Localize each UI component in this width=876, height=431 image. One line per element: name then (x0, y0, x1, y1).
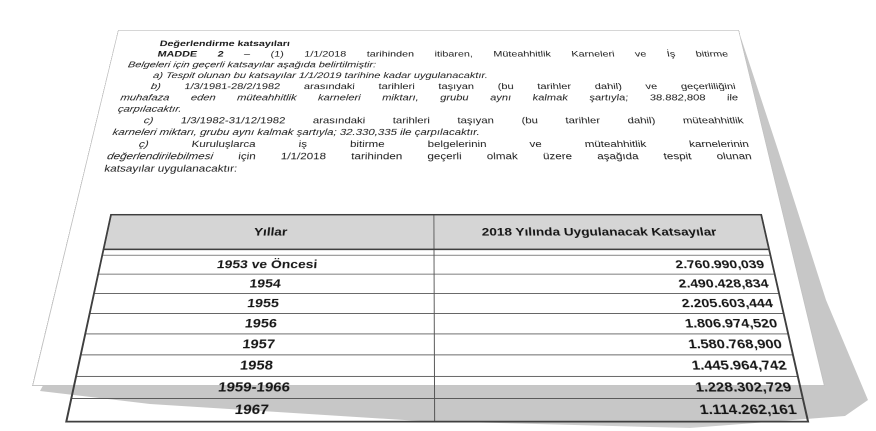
table-row (85, 313, 788, 333)
paragraph-line (103, 163, 756, 175)
year-cell: 1954 (94, 274, 434, 293)
text-segment: 1/3/1982-31/12/1982 arasındaki tarihleri taşıyan (bu tarihler dahil) müteahhitlik (180, 115, 745, 126)
coefficient-cell: 1.580.768,900 (434, 334, 793, 355)
text-segment: b) (150, 81, 186, 91)
coefficient-cell: 1.114.262,161 (434, 399, 808, 422)
paragraph-line (109, 138, 750, 150)
coefficient-cell: 1.445.964,742 (434, 355, 798, 377)
paragraph-line (132, 39, 727, 49)
paragraph-line (106, 150, 753, 162)
paragraph-line (114, 115, 745, 127)
paragraph-line (127, 60, 732, 71)
text-segment: ç) (138, 139, 193, 150)
table-row (76, 355, 798, 377)
text-segment: MADDE 2 (156, 49, 245, 59)
text-segment: karneleri miktarı, grubu aynı kalmak şartıyla; 32.330,335 ile çarpılacaktır. (111, 127, 480, 138)
document-page (32, 30, 825, 418)
text-segment: Değerlendirme katsayıları (158, 39, 291, 48)
regulation-text-block (103, 39, 756, 176)
paragraph-line (122, 81, 737, 92)
coefficient-cell: 1.228.302,729 (434, 376, 803, 398)
paragraph-line (111, 127, 747, 139)
text-segment: 1/3/1981-28/2/1982 arasındaki tarihleri taşıyan (bu tarihler dahil) ve geçerliliğini (183, 81, 737, 91)
table-row (98, 255, 775, 274)
coefficient-cell: 2.490.428,834 (434, 274, 779, 293)
coefficients-column-header: 2018 Yılında Uygulanacak Katsayılar (433, 215, 769, 250)
text-segment: Kuruluşlarca iş bitirme belgelerinin ve müteahhitlik karnelerinin (190, 139, 750, 150)
coefficient-cell: 2.205.603,444 (434, 294, 784, 314)
text-segment: c) (142, 115, 182, 126)
year-cell: 1967 (66, 399, 434, 422)
text-segment: çarpılacaktır. (116, 104, 183, 114)
years-column-header: Yıllar (104, 215, 434, 250)
paragraph-line (129, 49, 729, 60)
table-header-row (104, 215, 770, 250)
paragraph-line (117, 103, 742, 114)
year-cell: 1959-1966 (71, 376, 434, 398)
table-row (90, 294, 784, 314)
text-segment: için 1/1/2018 tarihinden geçerli olmak üzere aşağıda tespit olunan (237, 151, 753, 162)
text-segment: değerlendirilebilmesi (106, 151, 239, 162)
text-segment: – (1) 1/1/2018 tarihinden itibaren, Müteahhitlik Karneleri ve İş bitirme (243, 49, 730, 59)
text-segment: Belgeleri için geçerli katsayılar aşağıda belirtilmiştir: (127, 60, 377, 70)
table-row (81, 334, 793, 355)
text-segment: muhafaza eden müteahhitlik karneleri miktarı, grubu aynı kalmak şartıyla; 38.882,808 ile (119, 92, 740, 103)
coefficients-table (65, 214, 809, 423)
text-segment: a) Tespit olunan bu katsayılar 1/1/2019 tarihine kadar uygulanacaktır. (152, 70, 488, 80)
year-cell: 1957 (81, 334, 434, 355)
table-row (94, 274, 779, 293)
year-cell: 1955 (90, 294, 434, 314)
year-cell: 1958 (76, 355, 434, 377)
coefficient-cell: 2.760.990,039 (434, 255, 775, 274)
table-body (66, 249, 808, 421)
year-cell: 1953 ve Öncesi (98, 255, 433, 274)
table-row (71, 376, 803, 398)
coefficient-cell: 1.806.974,520 (434, 313, 788, 333)
paragraph-line (124, 70, 734, 81)
table-row (66, 399, 808, 422)
paragraph-line (119, 92, 739, 103)
year-cell: 1956 (85, 313, 434, 333)
text-segment: katsayılar uygulanacaktır: (103, 163, 238, 174)
